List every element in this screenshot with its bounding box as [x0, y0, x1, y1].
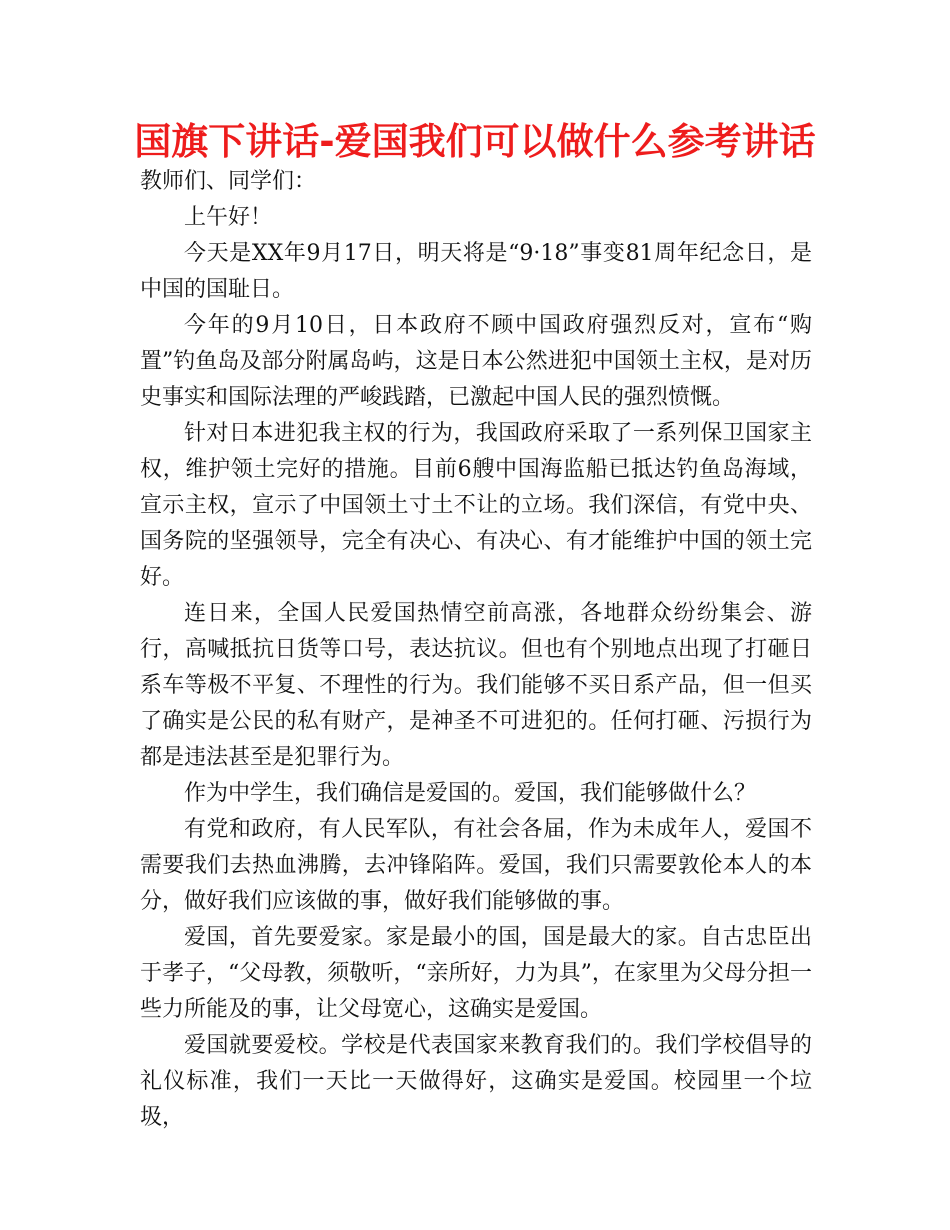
paragraph-public-reaction: 连日来，全国人民爱国热情空前高涨，各地群众纷纷集会、游行，高喊抵抗日货等口号，表达抗议。但也有个别地点出现了打砸日系车等极不平复、不理性的行为。我们能够不买日系产品，但一但买了确实是公民的私有财产，是神圣不可进犯的。任何打砸、污损行为都是违法甚至是犯罪行为。	[140, 601, 812, 770]
paragraph-love-school: 爱国就要爱校。学校是代表国家来教育我们的。我们学校倡导的礼仪标准，我们一天比一天做得好，这确实是爱国。校园里一个垃圾，	[140, 1033, 812, 1130]
paragraph-government-measures: 针对日本进犯我主权的行为，我国政府采取了一系列保卫国家主权，维护领土完好的措施。目前6艘中国海监船已抵达钓鱼岛海域，宣示主权，宣示了中国领土寸土不让的立场。我们深信，有党中央、国务院的坚强领导，完全有决心、有决心、有才能维护中国的领土完好。	[140, 421, 812, 590]
document-title: 国旗下讲话-爱国我们可以做什么参考讲话	[134, 120, 816, 163]
paragraph-salutation: 教师们、同学们：	[140, 169, 317, 194]
paragraph-duty: 有党和政府，有人民军队，有社会各届，作为未成年人，爱国不需要我们去热血沸腾，去冲锋陷阵。爱国，我们只需要敦伦本人的本分，做好我们应该做的事，做好我们能够做的事。	[140, 817, 812, 914]
paragraph-purchase: 今年的9月10日，日本政府不顾中国政府强烈反对，宣布“购置”钓鱼岛及部分附属岛屿，这是日本公然进犯中国领土主权，是对历史事实和国际法理的严峻践踏，已激起中国人民的强烈愤慨。	[140, 313, 812, 410]
paragraph-love-family: 爱国，首先要爱家。家是最小的国，国是最大的家。自古忠臣出于孝子，“父母教，须敬听，“亲所好，力为具”，在家里为父母分担一些力所能及的事，让父母宽心，这确实是爱国。	[140, 925, 812, 1022]
document-body	[140, 164, 812, 1136]
paragraph-question: 作为中学生，我们确信是爱国的。爱国，我们能够做什么？	[184, 781, 757, 806]
paragraph-date: 今天是XX年9月17日，明天将是“9·18”事变81周年纪念日，是中国的国耻日。	[140, 241, 812, 302]
paragraph-greeting: 上午好！	[184, 205, 273, 230]
